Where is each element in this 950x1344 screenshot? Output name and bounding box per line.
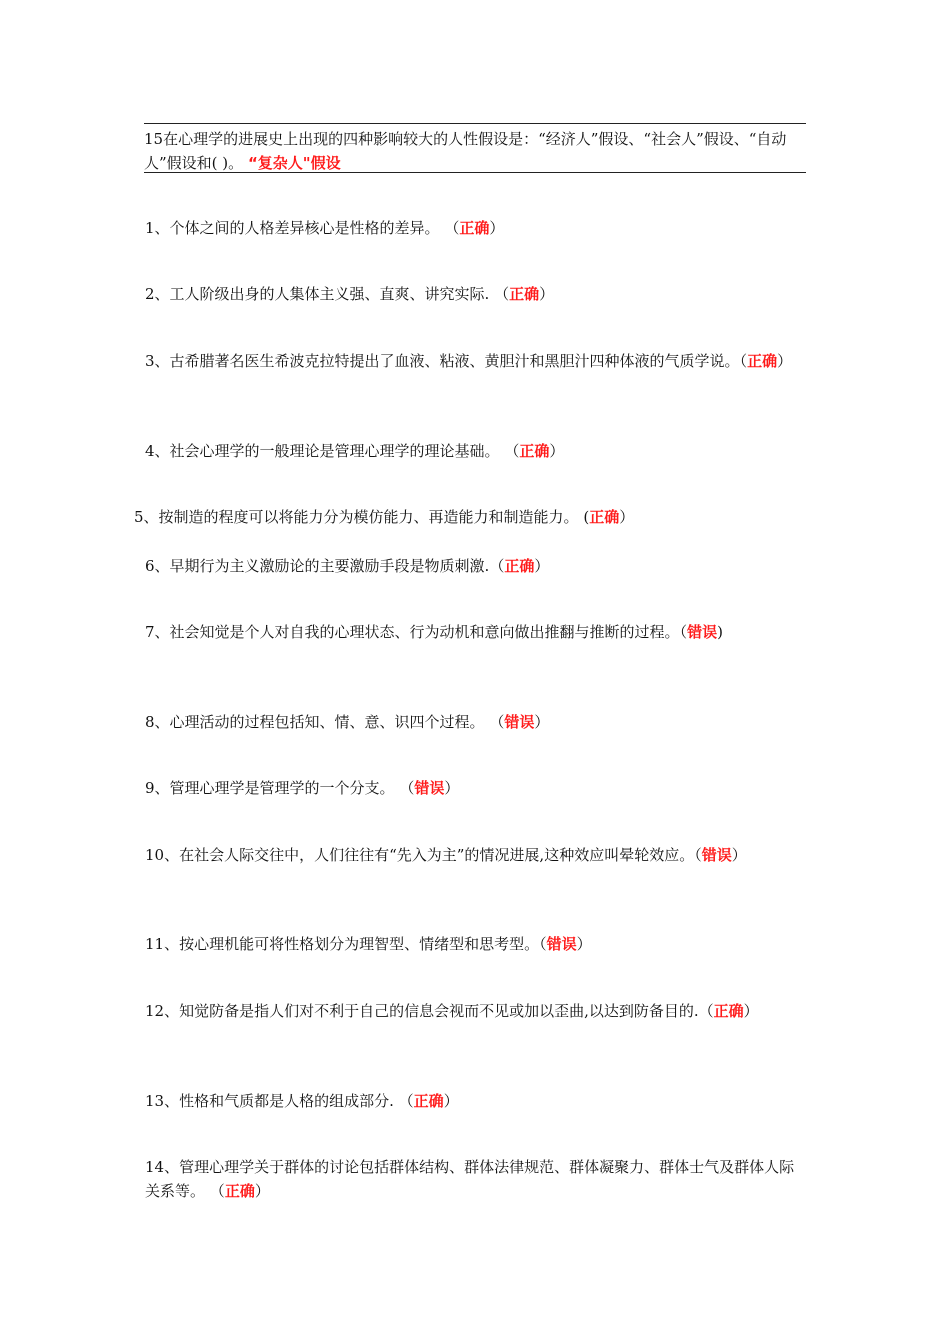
item-text: 管理心理学关于群体的讨论包括群体结构、群体法律规范、群体凝聚力、群体士气及群体人际关系等。 <box>145 1158 795 1200</box>
item-5 <box>134 505 794 529</box>
item-answer: 正确 <box>747 352 778 370</box>
item-open-paren: （ <box>489 713 505 731</box>
item-8 <box>145 710 805 734</box>
item-open-paren: （ <box>694 846 702 864</box>
item-number: 10、 <box>145 846 180 864</box>
item-close-paren: ） <box>743 1002 759 1020</box>
item-number: 6、 <box>145 557 170 575</box>
item-answer: 正确 <box>413 1092 444 1110</box>
item-text: 知觉防备是指人们对不利于自己的信息会视而不见或加以歪曲,以达到防备目的. <box>179 1002 699 1020</box>
item-3 <box>145 349 805 373</box>
item-close-paren: ） <box>731 846 747 864</box>
item-text: 早期行为主义激励论的主要激励手段是物质刺激. <box>169 557 490 575</box>
item-13 <box>145 1089 805 1113</box>
item-close-paren: ） <box>443 1092 459 1110</box>
item-answer: 正确 <box>519 442 550 460</box>
item-text: 工人阶级出身的人集体主义强、直爽、讲究实际. <box>169 285 490 303</box>
item-number: 4、 <box>145 442 170 460</box>
item-number: 1、 <box>145 219 170 237</box>
item-number: 12、 <box>145 1002 180 1020</box>
item-close-paren: ） <box>549 442 565 460</box>
item-open-paren: （ <box>399 779 415 797</box>
item-close-paren: ） <box>444 779 460 797</box>
item-text: 心理活动的过程包括知、情、意、识四个过程。 <box>169 713 485 731</box>
item-number: 11、 <box>145 935 180 953</box>
item-14 <box>145 1155 805 1203</box>
question-15 <box>144 127 806 175</box>
item-text: 古希腊著名医生希波克拉特提出了血液、粘液、黄胆汁和黑胆汁四种体液的气质学说。 <box>169 352 740 370</box>
item-answer: 错误 <box>701 846 732 864</box>
item-text: 管理心理学是管理学的一个分支。 <box>169 779 395 797</box>
item-text: 按制造的程度可以将能力分为模仿能力、再造能力和制造能力。 <box>158 508 579 526</box>
item-12 <box>145 999 805 1023</box>
item-open-paren: （ <box>398 1092 414 1110</box>
item-open-paren: （ <box>539 935 547 953</box>
item-text: 按心理机能可将性格划分为理智型、情绪型和思考型。 <box>179 935 540 953</box>
item-answer: 正确 <box>224 1182 255 1200</box>
item-1 <box>145 216 805 240</box>
item-4 <box>145 439 805 463</box>
item-text: 在社会人际交往中，人们往往有“先入为主”的情况进展,这种效应叫晕轮效应。 <box>179 846 695 864</box>
question-15-text: 15在心理学的进展史上出现的四种影响较大的人性假设是：“经济人”假设、“社会人”假设、“自动人”假设和( )。 <box>144 130 787 172</box>
item-open-paren: （ <box>739 352 748 370</box>
item-answer: 错误 <box>414 779 445 797</box>
item-close-paren: ） <box>534 557 550 575</box>
item-close-paren: ） <box>539 285 555 303</box>
item-number: 7、 <box>145 623 170 641</box>
item-close-paren: ） <box>254 1182 270 1200</box>
item-answer: 错误 <box>546 935 577 953</box>
item-text: 社会心理学的一般理论是管理心理学的理论基础。 <box>169 442 500 460</box>
item-number: 13、 <box>145 1092 180 1110</box>
item-number: 14、 <box>145 1158 180 1176</box>
item-open-paren: （ <box>209 1182 225 1200</box>
item-close-paren: ） <box>619 508 635 526</box>
item-number: 3、 <box>145 352 170 370</box>
item-number: 2、 <box>145 285 170 303</box>
item-11 <box>145 932 805 956</box>
item-open-paren: （ <box>504 442 520 460</box>
item-close-paren: ） <box>489 219 505 237</box>
item-2 <box>145 282 805 306</box>
item-open-paren: （ <box>494 285 510 303</box>
item-number: 8、 <box>145 713 170 731</box>
item-answer: 正确 <box>589 508 620 526</box>
item-answer: 正确 <box>509 285 540 303</box>
item-close-paren: ) <box>717 623 723 641</box>
item-open-paren: （ <box>444 219 460 237</box>
item-text: 个体之间的人格差异核心是性格的差异。 <box>169 219 440 237</box>
item-open-paren: ( <box>583 508 590 526</box>
item-number: 9、 <box>145 779 170 797</box>
item-answer: 错误 <box>687 623 718 641</box>
item-open-paren: （ <box>698 1002 714 1020</box>
item-answer: 正确 <box>504 557 535 575</box>
item-close-paren: ） <box>576 935 592 953</box>
item-text: 性格和气质都是人格的组成部分. <box>179 1092 394 1110</box>
item-7 <box>145 620 805 644</box>
item-10 <box>145 843 805 867</box>
item-text: 社会知觉是个人对自我的心理状态、行为动机和意向做出推翻与推断的过程。 <box>169 623 680 641</box>
item-6 <box>145 554 805 578</box>
item-number: 5、 <box>134 508 159 526</box>
question-15-answer: “复杂人"假设 <box>247 154 341 172</box>
item-answer: 正确 <box>713 1002 744 1020</box>
item-close-paren: ） <box>777 352 793 370</box>
item-9 <box>145 776 805 800</box>
item-open-paren: （ <box>679 623 688 641</box>
item-answer: 错误 <box>504 713 535 731</box>
item-open-paren: （ <box>489 557 505 575</box>
item-close-paren: ） <box>534 713 550 731</box>
item-answer: 正确 <box>459 219 490 237</box>
